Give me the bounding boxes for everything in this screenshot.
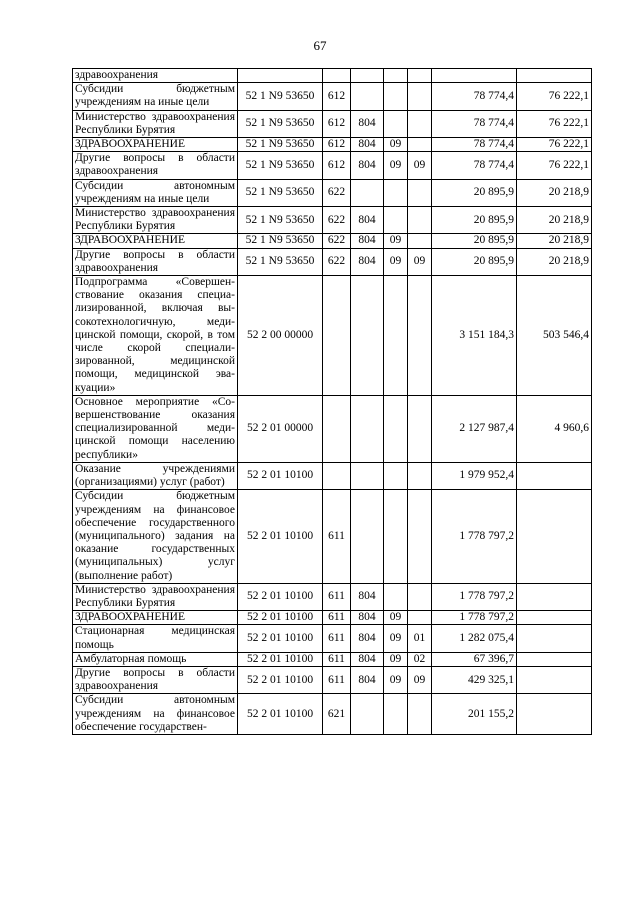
amount-year1-cell: 2 127 987,4: [432, 395, 517, 462]
table-row: [73, 462, 592, 489]
amount-year2-cell: [517, 611, 592, 625]
ministry-code-cell: 804: [351, 248, 384, 275]
table-row: [73, 625, 592, 652]
amount-year1-cell: 1 282 075,4: [432, 625, 517, 652]
section-cell: 09: [384, 666, 408, 693]
subsection-cell: 09: [408, 666, 432, 693]
section-cell: [384, 694, 408, 735]
table-row: [73, 583, 592, 610]
table-row: [73, 248, 592, 275]
target-code-cell: 52 2 01 10100: [238, 583, 323, 610]
subsection-cell: [408, 83, 432, 110]
ministry-code-cell: [351, 462, 384, 489]
subsection-cell: [408, 179, 432, 206]
amount-year1-cell: 78 774,4: [432, 83, 517, 110]
section-cell: 09: [384, 234, 408, 248]
expense-type-cell: 622: [323, 248, 351, 275]
expense-type-cell: 622: [323, 234, 351, 248]
subsection-cell: [408, 207, 432, 234]
amount-year2-cell: [517, 583, 592, 610]
section-cell: [384, 583, 408, 610]
section-cell: [384, 69, 408, 83]
amount-year2-cell: 76 222,1: [517, 110, 592, 137]
row-name-cell: ЗДРАВООХРАНЕНИЕ: [73, 611, 238, 625]
ministry-code-cell: 804: [351, 652, 384, 666]
table-row: [73, 69, 592, 83]
table-row: [73, 207, 592, 234]
table-row: [73, 138, 592, 152]
table-row: [73, 152, 592, 179]
row-name-cell: ЗДРАВООХРАНЕНИЕ: [73, 138, 238, 152]
amount-year2-cell: [517, 490, 592, 583]
section-cell: 09: [384, 625, 408, 652]
target-code-cell: 52 1 N9 53650: [238, 179, 323, 206]
section-cell: [384, 395, 408, 462]
expense-type-cell: [323, 395, 351, 462]
ministry-code-cell: 804: [351, 138, 384, 152]
ministry-code-cell: 804: [351, 152, 384, 179]
amount-year1-cell: 67 396,7: [432, 652, 517, 666]
amount-year2-cell: 4 960,6: [517, 395, 592, 462]
section-cell: [384, 83, 408, 110]
ministry-code-cell: [351, 179, 384, 206]
row-name-cell: здравоохранения: [73, 69, 238, 83]
expense-type-cell: [323, 69, 351, 83]
amount-year2-cell: [517, 625, 592, 652]
amount-year2-cell: [517, 69, 592, 83]
expense-type-cell: 622: [323, 207, 351, 234]
target-code-cell: 52 1 N9 53650: [238, 83, 323, 110]
expense-type-cell: 611: [323, 611, 351, 625]
amount-year1-cell: [432, 69, 517, 83]
subsection-cell: 09: [408, 152, 432, 179]
subsection-cell: 02: [408, 652, 432, 666]
expense-type-cell: 621: [323, 694, 351, 735]
table-row: [73, 694, 592, 735]
subsection-cell: [408, 490, 432, 583]
amount-year2-cell: 76 222,1: [517, 152, 592, 179]
target-code-cell: 52 1 N9 53650: [238, 248, 323, 275]
target-code-cell: 52 1 N9 53650: [238, 207, 323, 234]
table-row: [73, 234, 592, 248]
section-cell: [384, 110, 408, 137]
amount-year2-cell: [517, 462, 592, 489]
table-row: [73, 652, 592, 666]
row-name-cell: Амбулаторная помощь: [73, 652, 238, 666]
section-cell: 09: [384, 652, 408, 666]
amount-year2-cell: 76 222,1: [517, 83, 592, 110]
expense-type-cell: 612: [323, 138, 351, 152]
amount-year2-cell: [517, 652, 592, 666]
ministry-code-cell: 804: [351, 583, 384, 610]
subsection-cell: [408, 110, 432, 137]
target-code-cell: 52 2 01 10100: [238, 462, 323, 489]
target-code-cell: 52 2 01 10100: [238, 490, 323, 583]
expense-type-cell: [323, 462, 351, 489]
target-code-cell: 52 2 00 00000: [238, 276, 323, 396]
amount-year2-cell: 20 218,9: [517, 207, 592, 234]
expense-type-cell: 612: [323, 110, 351, 137]
target-code-cell: 52 1 N9 53650: [238, 138, 323, 152]
amount-year1-cell: 20 895,9: [432, 207, 517, 234]
row-name-cell: Субсидии автономным учреждениям на финансовое обеспечение государствен-: [73, 694, 238, 735]
row-name-cell: Стационарная медицинская помощь: [73, 625, 238, 652]
row-name-cell: Министерство здравоохранения Республики Бурятия: [73, 110, 238, 137]
subsection-cell: [408, 395, 432, 462]
table-row: [73, 110, 592, 137]
row-name-cell: ЗДРАВООХРАНЕНИЕ: [73, 234, 238, 248]
section-cell: [384, 276, 408, 396]
amount-year1-cell: 429 325,1: [432, 666, 517, 693]
ministry-code-cell: [351, 694, 384, 735]
subsection-cell: [408, 69, 432, 83]
table-row: [73, 611, 592, 625]
table-row: [73, 83, 592, 110]
section-cell: [384, 179, 408, 206]
amount-year2-cell: 76 222,1: [517, 138, 592, 152]
page-number: 67: [313, 38, 327, 53]
expense-type-cell: 611: [323, 652, 351, 666]
target-code-cell: 52 1 N9 53650: [238, 152, 323, 179]
row-name-cell: Министерство здравоохранения Республики Бурятия: [73, 583, 238, 610]
amount-year1-cell: 3 151 184,3: [432, 276, 517, 396]
section-cell: 09: [384, 248, 408, 275]
amount-year1-cell: 78 774,4: [432, 138, 517, 152]
budget-table: [72, 68, 592, 735]
amount-year2-cell: 20 218,9: [517, 179, 592, 206]
amount-year1-cell: 1 979 952,4: [432, 462, 517, 489]
amount-year2-cell: 20 218,9: [517, 248, 592, 275]
budget-table-body: [73, 69, 592, 735]
subsection-cell: [408, 694, 432, 735]
amount-year1-cell: 20 895,9: [432, 234, 517, 248]
target-code-cell: 52 2 01 10100: [238, 625, 323, 652]
target-code-cell: 52 2 01 10100: [238, 694, 323, 735]
ministry-code-cell: [351, 83, 384, 110]
subsection-cell: [408, 611, 432, 625]
amount-year1-cell: 201 155,2: [432, 694, 517, 735]
amount-year1-cell: 78 774,4: [432, 110, 517, 137]
ministry-code-cell: [351, 395, 384, 462]
row-name-cell: Субсидии автономным учреждениям на иные цели: [73, 179, 238, 206]
target-code-cell: 52 2 01 10100: [238, 652, 323, 666]
target-code-cell: 52 2 01 00000: [238, 395, 323, 462]
amount-year1-cell: 1 778 797,2: [432, 583, 517, 610]
expense-type-cell: 611: [323, 625, 351, 652]
ministry-code-cell: 804: [351, 207, 384, 234]
table-row: [73, 179, 592, 206]
subsection-cell: [408, 583, 432, 610]
row-name-cell: Оказание учреждениями (организациями) услуг (работ): [73, 462, 238, 489]
subsection-cell: 01: [408, 625, 432, 652]
section-cell: [384, 490, 408, 583]
expense-type-cell: 611: [323, 666, 351, 693]
section-cell: 09: [384, 611, 408, 625]
amount-year2-cell: 20 218,9: [517, 234, 592, 248]
row-name-cell: Другие вопросы в области здравоохранения: [73, 666, 238, 693]
ministry-code-cell: 804: [351, 234, 384, 248]
expense-type-cell: 611: [323, 583, 351, 610]
row-name-cell: Субсидии бюджетным учреждениям на финансовое обеспечение государственного (муниципального) задания на оказание государственных (муниципальных) услуг (выполнение работ): [73, 490, 238, 583]
target-code-cell: 52 2 01 10100: [238, 611, 323, 625]
expense-type-cell: 611: [323, 490, 351, 583]
amount-year2-cell: [517, 694, 592, 735]
subsection-cell: 09: [408, 248, 432, 275]
ministry-code-cell: [351, 276, 384, 396]
row-name-cell: Основное мероприятие «Совершенствование оказания специализированной медицинской помощи населению республики»: [73, 395, 238, 462]
section-cell: 09: [384, 138, 408, 152]
row-name-cell: Министерство здравоохранения Республики Бурятия: [73, 207, 238, 234]
section-cell: [384, 207, 408, 234]
section-cell: 09: [384, 152, 408, 179]
ministry-code-cell: [351, 69, 384, 83]
table-row: [73, 666, 592, 693]
ministry-code-cell: 804: [351, 666, 384, 693]
amount-year1-cell: 1 778 797,2: [432, 611, 517, 625]
subsection-cell: [408, 276, 432, 396]
amount-year1-cell: 20 895,9: [432, 248, 517, 275]
subsection-cell: [408, 462, 432, 489]
table-row: [73, 490, 592, 583]
row-name-cell: Подпрограмма «Совершенствование оказания специализированной, включая высокотехнологичную, медицинской помощи, скорой, в том числе скорой специализированной, медицинской помощи, медицинской эвакуации»: [73, 276, 238, 396]
amount-year2-cell: 503 546,4: [517, 276, 592, 396]
target-code-cell: 52 1 N9 53650: [238, 234, 323, 248]
expense-type-cell: [323, 276, 351, 396]
amount-year1-cell: 1 778 797,2: [432, 490, 517, 583]
target-code-cell: 52 2 01 10100: [238, 666, 323, 693]
row-name-cell: Другие вопросы в области здравоохранения: [73, 152, 238, 179]
expense-type-cell: 612: [323, 83, 351, 110]
ministry-code-cell: [351, 490, 384, 583]
table-row: [73, 395, 592, 462]
ministry-code-cell: 804: [351, 110, 384, 137]
subsection-cell: [408, 138, 432, 152]
target-code-cell: [238, 69, 323, 83]
ministry-code-cell: 804: [351, 625, 384, 652]
subsection-cell: [408, 234, 432, 248]
amount-year1-cell: 20 895,9: [432, 179, 517, 206]
row-name-cell: Другие вопросы в области здравоохранения: [73, 248, 238, 275]
target-code-cell: 52 1 N9 53650: [238, 110, 323, 137]
expense-type-cell: 622: [323, 179, 351, 206]
ministry-code-cell: 804: [351, 611, 384, 625]
section-cell: [384, 462, 408, 489]
row-name-cell: Субсидии бюджетным учреждениям на иные цели: [73, 83, 238, 110]
expense-type-cell: 612: [323, 152, 351, 179]
amount-year2-cell: [517, 666, 592, 693]
amount-year1-cell: 78 774,4: [432, 152, 517, 179]
table-row: [73, 276, 592, 396]
